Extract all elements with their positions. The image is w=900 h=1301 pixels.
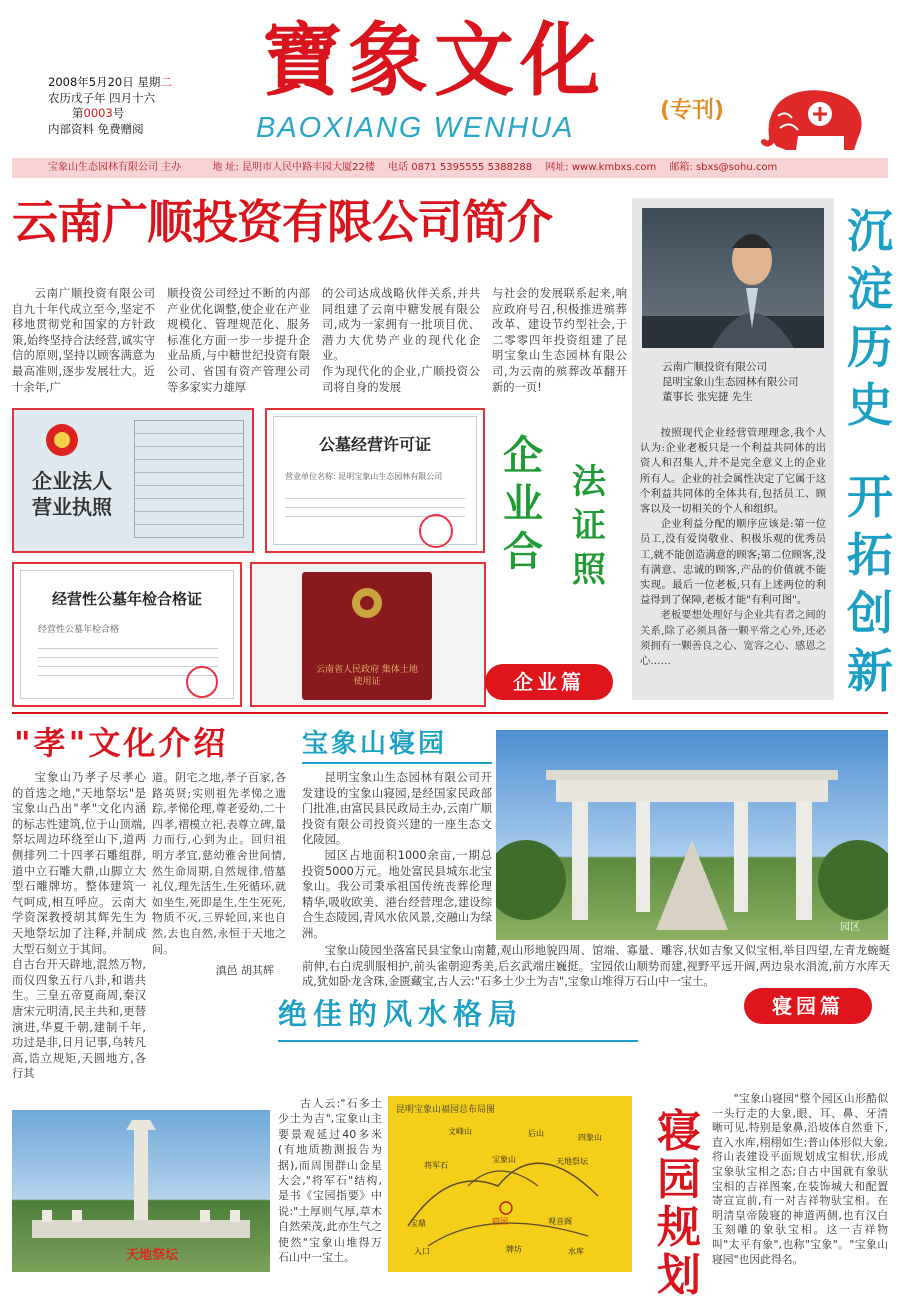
enterprise-tag: 企业篇 [485, 664, 613, 700]
planning-vertical-title: 寝 园 规 划 [657, 1106, 701, 1301]
map-label: 宝鼎 [410, 1219, 426, 1228]
map-label: 四象山 [578, 1133, 602, 1142]
website-link[interactable]: www.kmbxs.com [571, 162, 657, 173]
intro-col-2: 顺投资公司经过不断的内部产业优化调整,使企业在产业规模化、管理规范化、服务标准化方面一步一步提升企业品质,与中糖世纪投资有限公司、省国有资产管理公司等多家实力雄厚 [167, 287, 310, 394]
altar-caption: 天地祭坛 [125, 1248, 178, 1263]
intro-col-3: 的公司达成战略伙伴关系,并共同组建了云南中糖发展有限公司,成为一家拥有一批项目优、潜力大优势产业的现代化企业。 作为现代化的企业,广顺投资公司将自身的发展 [322, 287, 480, 394]
xiao-signature: 滇邑 胡其辉 [215, 964, 274, 978]
map-label: 观音阁 [548, 1217, 572, 1226]
chairman-statement: 按照现代企业经营管理理念,我个人认为:企业老板只是一个利益共同体的出资人和召集人,并不是完全意义上的企业所有人。企业的社会属性决定了它属于这个利益共同体的全体共有,包括员工、顾客以及一切相关的个人和组织。 企业利益分配的顺序应该是:第一位员工,没有爱岗敬业、积极乐观的优秀员工,就不能创造满意的顾客;第二位顾客,没有满意、忠诚的顾客,产品的价值就不能实现。最后一位老板,只有上述两位的利益得到了保障,老板才能"有利可图"。 老板要想处理好与企业共有者之间的关系,除了必须具备一颗平常之心外,还必须拥有一颗善良之心、宽容之心、感恩之心…… [640, 427, 826, 668]
map-title: 昆明宝象山福园总布局图 [396, 1105, 496, 1115]
map-label: 寝园 [492, 1217, 508, 1226]
section-divider [12, 712, 888, 714]
booklet-text: 云南省人民政府 集体土地使用证 [316, 665, 418, 687]
garden-title: 宝象山寝园 [302, 724, 492, 764]
license-title: 企业法人营业执照 [32, 469, 112, 519]
intro-col-1: 云南广顺投资有限公司自九十年代成立至今,坚定不移地贯彻党和国家的方针政策,始终坚持合法经营,诚实守信的原则,坚持以顾客满意为最高准则,逐步发展壮大。近十余年,广 [12, 287, 155, 394]
chairman-caption: 云南广顺投资有限公司 昆明宝象山生态园林有限公司 董事长 张宪捷 先生 [662, 361, 799, 403]
permit-title: 公墓经营许可证 [318, 435, 431, 454]
map-label: 天地祭坛 [556, 1157, 588, 1166]
info-bar: 宝象山生态园林有限公司 主办 地 址: 昆明市人民中路丰园大厦22楼 电话 0871 5395555 5388288 网址: www.kmbxs.com 邮箱: sbxs@sohu.com [12, 158, 888, 178]
cemetery-permit-photo [265, 408, 485, 553]
fengshui-map [388, 1096, 632, 1272]
chairman-portrait [642, 208, 824, 348]
masthead-dateline: 2008年5月20日 星期二 农历戊子年 四月十六 第0003号 内部资料 免费赠阅 [48, 75, 172, 136]
inspection-line: 经营性公墓年检合格 [38, 625, 120, 635]
archway-photo [496, 730, 888, 940]
masthead [0, 0, 900, 156]
masthead-pinyin: BAOXIANG WENHUA [256, 112, 575, 144]
map-label: 水库 [568, 1247, 584, 1256]
map-label: 将军石 [424, 1161, 448, 1170]
elephant-logo [758, 76, 878, 154]
email-link[interactable]: sbxs@sohu.com [695, 162, 778, 173]
fengshui-title: 绝佳的风水格局 [278, 997, 524, 1031]
phone: 0871 5395555 5388288 [411, 162, 533, 173]
xiao-col-2: 道。阴宅之地,孝子百家,各路英贤;实则祖先孝悌之遗踪,孝悌伦理,尊老爱幼,二十四孝,褶模立祀,表尊立碑,量力而行,心到为止。回归祖明方孝宜,慈幼雅舍世间情,然生命周期,自然规律,惜墓礼仪,理先活生,生死循环,就如坐生,死即是生,生生死死,物质不灭,三界轮回,来也自然,去也自然,永恒于天地之间。 滇邑 胡其辉 [152, 771, 286, 978]
annual-inspection-photo [12, 562, 242, 707]
slogan-innovation: 开 拓 创 新 [847, 470, 893, 698]
garden-text: 昆明宝象山生态园林有限公司开发建设的宝象山寝园,是经国家民政部门批准,由富民县民政局主办,云南广顺投资有限公司投资兴建的一座生态文化陵园。 园区占地面积1000余亩,一期总投资5000万元。地处富民县城东北宝象山。我公司秉承祖国传统丧葬伦理精华,吸收欧美、港台经营理念,建设综合生态陵园,青风水依风景,交融山为绿洲。 [302, 771, 492, 940]
garden-tag-visible: 寝园篇 [744, 988, 872, 1024]
slogan-history: 沉 淀 历 史 [847, 204, 893, 432]
license-heading-big: 企 业 合 [503, 432, 543, 575]
garden-text-cont: 宝象山陵园坐落富民县宝象山南麓,观山形地貌四周、馆端、寡量、雕容,状如吉象又似宝相,举目四望,左青龙蜿蜒前伸,右白虎驯服相护,前头雀朝迎秀美,后玄武端庄巍挺。宝园依山顺势而建,视野平远开阔,两边泉水涓流,前方水库天成,犹如卧龙含珠,金匮藏宝,古人云:"石多土少土为吉",宝象山堆得万石山中一宝土。 [302, 944, 890, 989]
business-license-photo [12, 408, 254, 553]
land-use-booklet-photo [250, 562, 486, 707]
map-label: 后山 [528, 1129, 544, 1138]
intro-col-4: 与社会的发展联系起来,响应政府号召,积极推进殡葬改革、建设节约型社会,于二零零四年投资组建了昆明宝象山生态园林有限公司,为云南的殡葬改革翻开新的一页! [492, 287, 627, 394]
fengshui-rule [278, 1040, 638, 1042]
license-heading-small: 法 证 照 [572, 462, 606, 590]
permit-line: 营业单位名称: 昆明宝象山生态园林有限公司 [285, 472, 443, 481]
address: 昆明市人民中路丰园大厦22楼 [242, 162, 375, 173]
xiao-col-1: 宝象山乃孝子尽孝心的首选之地,"天地祭坛"是宝象山凸出"孝"文化内涵的标志性建筑,位于山顶端,祭坛周边环绕至山下,道两侧排列二十四孝石雕组群,道中立石雕大鼎,山脚立大型石雕牌坊。整体建筑一气呵成,相互呼应。云南大学资深教授胡其辉先生为天地祭坛加了注释,并制成大型石刻立于其间。 自古台开天辟地,混然万物,而仪四象五行八卦,和谐共生。三皇五帝夏商周,秦汉唐宋元明清,民主共和,更替演进,华夏千朝,建制千年,功过是非,日月记事,乌转凡高,诰立规矩,天圆地方,各行其 [12, 771, 146, 1081]
fengshui-text: 古人云:"石多土少土为吉",宝象山主要景观延过40多米(有地质勘测报告为据),而周围群山金星大会,"将军石"结构,是书《宝园指要》中说:"土厚则气厚,草木自然荣茂,此亦生气之使然"宝象山堆得万石山中一宝土。 [278, 1097, 382, 1265]
section1-headline: 云南广顺投资有限公司简介 [12, 195, 552, 249]
inspection-title: 经营性公墓年检合格证 [51, 590, 202, 608]
chairman-box [632, 198, 834, 700]
altar-photo [12, 1110, 270, 1272]
planning-text: "宝象山寝园"整个园区山形酷似一头行走的大象,眼、耳、鼻、牙清晰可见,特别是象鼻,沿坡体自然垂下,直入水库,栩栩如生;普山体形似大象,将山表建设平面规划成宝相状,形成宝象驮宝相之态;自古中国就有象驮宝相的吉祥图案,在装饰城大和配置寄宣宣前,有一对吉祥物驮宝相。在明清皇帝陵寝的神道两侧,也有汉白玉刻雕的象驮宝相。这一吉祥物叫"太平有象",也称"宝象"。"宝象山寝园"也因此得名。 [712, 1092, 888, 1266]
map-label: 入口 [414, 1247, 430, 1256]
map-label: 文峰山 [448, 1127, 472, 1136]
map-label: 宝象山 [492, 1155, 516, 1164]
sponsor: 宝象山生态园林有限公司 主办 [48, 162, 182, 173]
masthead-title: 寶象文化 [262, 13, 606, 107]
special-tag: (专刊) [660, 98, 725, 123]
xiao-title: "孝"文化介绍 [14, 724, 229, 762]
archway-caption: 园区 [840, 922, 860, 933]
map-label: 牌坊 [506, 1245, 522, 1254]
